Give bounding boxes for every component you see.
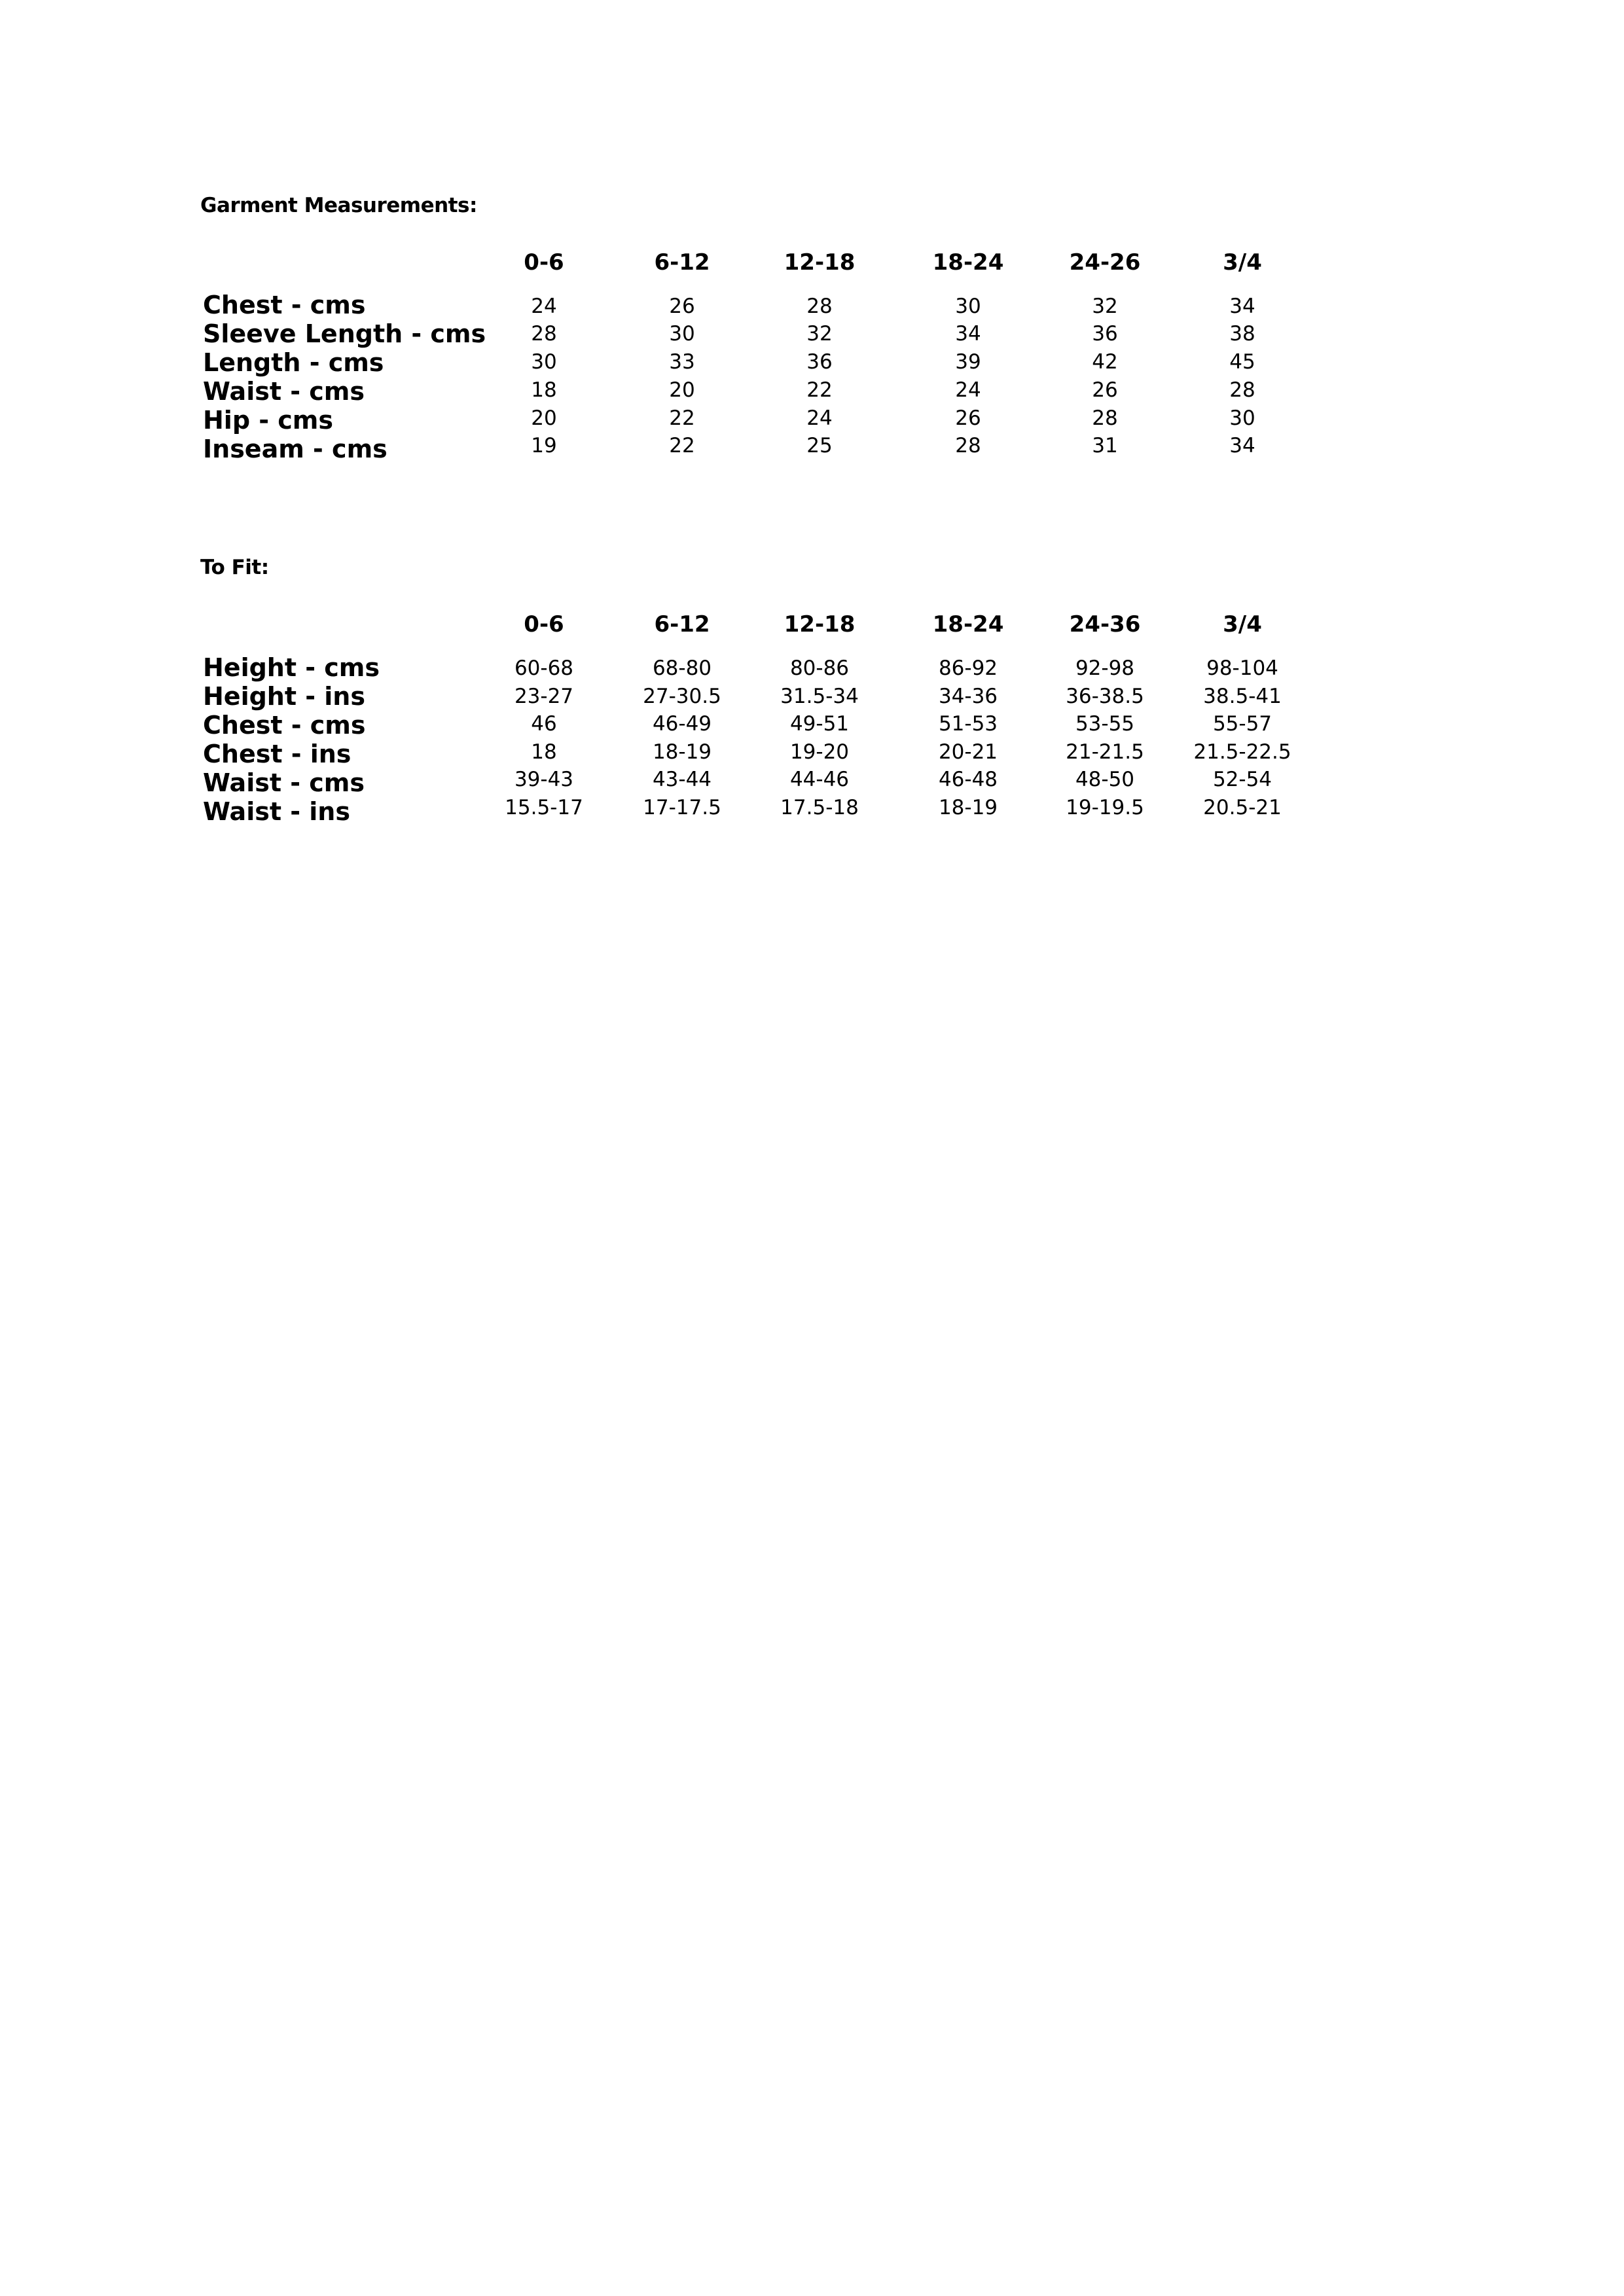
garment-cell: 42: [1092, 350, 1118, 374]
garment-cell: 24: [531, 295, 557, 318]
garment-cell: 38: [1229, 322, 1255, 346]
garment-row-label: Waist - cms: [203, 377, 365, 406]
fit-col-header: 18-24: [932, 611, 1004, 637]
fit-cell: 21-21.5: [1066, 740, 1144, 764]
fit-cell: 17.5-18: [780, 796, 859, 819]
fit-cell: 43-44: [652, 768, 712, 791]
garment-cell: 19: [531, 434, 557, 457]
fit-row-label: Chest - ins: [203, 740, 352, 768]
garment-cell: 34: [1229, 295, 1255, 318]
garment-cell: 24: [955, 378, 981, 402]
garment-col-header: 6-12: [654, 249, 710, 276]
fit-cell: 49-51: [789, 712, 850, 736]
garment-row-label: Chest - cms: [203, 291, 366, 319]
fit-cell: 34-36: [938, 685, 998, 708]
garment-row-label: Inseam - cms: [203, 435, 388, 463]
garment-cell: 32: [1092, 295, 1118, 318]
fit-row-label: Chest - cms: [203, 711, 366, 740]
fit-col-header: 24-36: [1069, 611, 1141, 637]
fit-row-label: Waist - ins: [203, 797, 350, 826]
fit-cell: 18-19: [652, 740, 712, 764]
fit-cell: 46: [531, 712, 557, 736]
garment-cell: 39: [955, 350, 981, 374]
fit-cell: 36-38.5: [1066, 685, 1144, 708]
garment-cell: 30: [1229, 406, 1255, 430]
fit-cell: 19-19.5: [1066, 796, 1144, 819]
garment-cell: 26: [1092, 378, 1118, 402]
fit-cell: 60-68: [514, 656, 574, 680]
garment-cell: 36: [1092, 322, 1118, 346]
garment-cell: 28: [1092, 406, 1118, 430]
garment-cell: 36: [806, 350, 833, 374]
garment-cell: 31: [1092, 434, 1118, 457]
garment-cell: 22: [669, 434, 695, 457]
fit-cell: 51-53: [938, 712, 998, 736]
fit-cell: 31.5-34: [780, 685, 859, 708]
garment-row-label: Length - cms: [203, 348, 384, 377]
garment-cell: 25: [806, 434, 833, 457]
fit-row-label: Waist - cms: [203, 768, 365, 797]
fit-col-header: 12-18: [784, 611, 856, 637]
garment-cell: 22: [669, 406, 695, 430]
garment-cell: 30: [669, 322, 695, 346]
garment-cell: 26: [955, 406, 981, 430]
fit-cell: 46-49: [652, 712, 712, 736]
fit-cell: 21.5-22.5: [1193, 740, 1291, 764]
garment-cell: 32: [806, 322, 833, 346]
garment-col-header: 3/4: [1223, 249, 1262, 276]
fit-cell: 38.5-41: [1203, 685, 1282, 708]
fit-cell: 20.5-21: [1203, 796, 1282, 819]
fit-cell: 18-19: [938, 796, 998, 819]
fit-cell: 86-92: [938, 656, 998, 680]
fit-col-header: 0-6: [524, 611, 564, 637]
garment-cell: 34: [955, 322, 981, 346]
fit-cell: 48-50: [1075, 768, 1135, 791]
garment-cell: 28: [1229, 378, 1255, 402]
fit-row-label: Height - cms: [203, 653, 380, 682]
garment-cell: 26: [669, 295, 695, 318]
garment-cell: 45: [1229, 350, 1255, 374]
garment-cell: 20: [669, 378, 695, 402]
garment-cell: 24: [806, 406, 833, 430]
garment-cell: 28: [955, 434, 981, 457]
fit-col-header: 3/4: [1223, 611, 1262, 637]
fit-col-header: 6-12: [654, 611, 710, 637]
fit-cell: 17-17.5: [643, 796, 721, 819]
fit-cell: 52-54: [1212, 768, 1272, 791]
garment-measurements-title: Garment Measurements:: [200, 194, 477, 217]
garment-cell: 20: [531, 406, 557, 430]
fit-cell: 98-104: [1206, 656, 1278, 680]
fit-cell: 80-86: [789, 656, 850, 680]
fit-cell: 55-57: [1212, 712, 1272, 736]
garment-cell: 18: [531, 378, 557, 402]
garment-cell: 28: [531, 322, 557, 346]
garment-cell: 22: [806, 378, 833, 402]
fit-cell: 27-30.5: [643, 685, 721, 708]
fit-cell: 46-48: [938, 768, 998, 791]
fit-row-label: Height - ins: [203, 682, 365, 711]
garment-cell: 30: [531, 350, 557, 374]
garment-cell: 34: [1229, 434, 1255, 457]
garment-col-header: 12-18: [784, 249, 856, 276]
garment-col-header: 24-26: [1069, 249, 1141, 276]
fit-cell: 23-27: [514, 685, 574, 708]
garment-cell: 30: [955, 295, 981, 318]
fit-cell: 20-21: [938, 740, 998, 764]
fit-cell: 53-55: [1075, 712, 1135, 736]
fit-cell: 39-43: [514, 768, 574, 791]
garment-row-label: Sleeve Length - cms: [203, 319, 486, 348]
garment-cell: 28: [806, 295, 833, 318]
fit-cell: 19-20: [789, 740, 850, 764]
fit-cell: 92-98: [1075, 656, 1135, 680]
fit-cell: 18: [531, 740, 557, 764]
garment-row-label: Hip - cms: [203, 406, 333, 435]
fit-cell: 44-46: [789, 768, 850, 791]
garment-col-header: 0-6: [524, 249, 564, 276]
to-fit-title: To Fit:: [200, 556, 269, 579]
garment-cell: 33: [669, 350, 695, 374]
fit-cell: 68-80: [652, 656, 712, 680]
garment-col-header: 18-24: [932, 249, 1004, 276]
fit-cell: 15.5-17: [505, 796, 583, 819]
